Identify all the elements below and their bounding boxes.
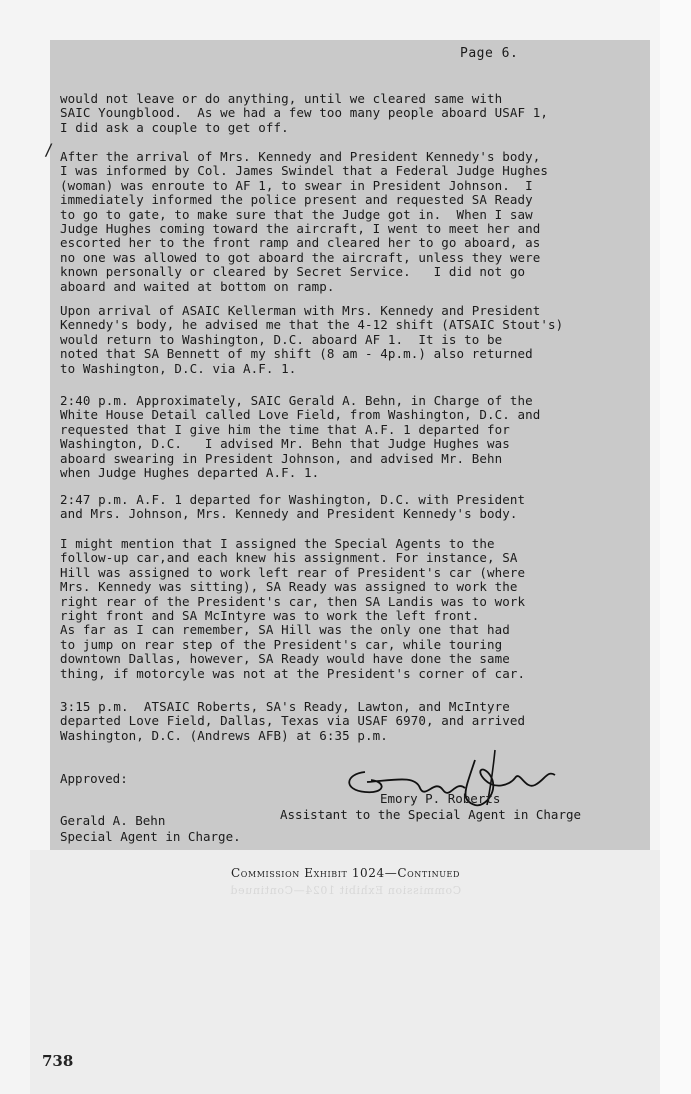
memo-page-label: Page 6. <box>460 46 519 61</box>
paragraph-4-2-40pm: 2:40 p.m. Approximately, SAIC Gerald A. Behn, in Charge of the White House Detail called Love Field, from Washington, D.C. and requested that I give him the time that A.F. 1 departed for Washington, D.C. I advised Mr. Behn that Judge Hughes was aboard swearing in President Johnson, and advised Mr. Behn when Judge Hughes departed A.F. 1. <box>60 393 541 481</box>
paragraph-6-assignments: I might mention that I assigned the Special Agents to the follow-up car,and each knew his assignment. For instance, SA Hill was assigned to work left rear of President's car (where Mrs. Kennedy was sitting), SA Ready was assigned to work the right rear of the President's car, then SA Landis was to work right front and SA McIntyre was to work the left front. As far as I can remember, SA Hill was the only one that had to jump on rear step of the President's car, while touring downtown Dallas, however, SA Ready would have done the same thing, if motorcyle was not at the President's corner of car. <box>60 536 526 681</box>
bleed-through-caption: Commission Exhibit 1024—Continued <box>229 884 462 897</box>
paragraph-5-2-47pm: 2:47 p.m. A.F. 1 departed for Washington, D.C. with President and Mrs. Johnson, Mrs. Kennedy and President Kennedy's body. <box>60 492 526 522</box>
approver-title: Special Agent in Charge. <box>60 829 241 844</box>
signer-title: Assistant to the Special Agent in Charge <box>280 807 582 822</box>
paragraph-7-3-15pm: 3:15 p.m. ATSAIC Roberts, SA's Ready, Lawton, and McIntyre departed Love Field, Dallas, Texas via USAF 6970, and arrived Washington, D.C. (Andrews AFB) at 6:35 p.m. <box>60 699 526 743</box>
page-number: 738 <box>42 1052 74 1070</box>
approver-name: Gerald A. Behn <box>60 813 166 828</box>
margin-check-mark: / <box>44 140 54 159</box>
signer-name: Emory P. Roberts <box>380 791 501 806</box>
paragraph-3: Upon arrival of ASAIC Kellerman with Mrs. Kennedy and President Kennedy's body, he advised me that the 4-12 shift (ATSAIC Stout's) would return to Washington, D.C. aboard AF 1. It is to be noted that SA Bennett of my shift (8 am - 4p.m.) also returned to Washington, D.C. via A.F. 1. <box>60 303 564 376</box>
paragraph-1: would not leave or do anything, until we cleared same with SAIC Youngblood. As we had a few too many people aboard USAF 1, I did ask a couple to get off. <box>60 91 549 135</box>
paragraph-2: After the arrival of Mrs. Kennedy and President Kennedy's body, I was informed by Col. James Swindel that a Federal Judge Hughes (woman) was enroute to AF 1, to swear in President Johnson. I immediately informed the police present and requested SA Ready to go to gate, to make sure that the Judge got in. When I saw Judge Hughes coming toward the aircraft, I went to meet her and escorted her to the front ramp and cleared her to go aboard, as no one was allowed to got aboard the aircraft, unless they were known personally or cleared by Secret Service. I did not go aboard and waited at bottom on ramp. <box>60 149 549 294</box>
typed-memo-sheet <box>44 40 650 850</box>
scan-right-strip <box>660 0 691 1094</box>
exhibit-caption: Commission Exhibit 1024—Continued <box>231 866 460 880</box>
approved-label: Approved: <box>60 771 128 786</box>
